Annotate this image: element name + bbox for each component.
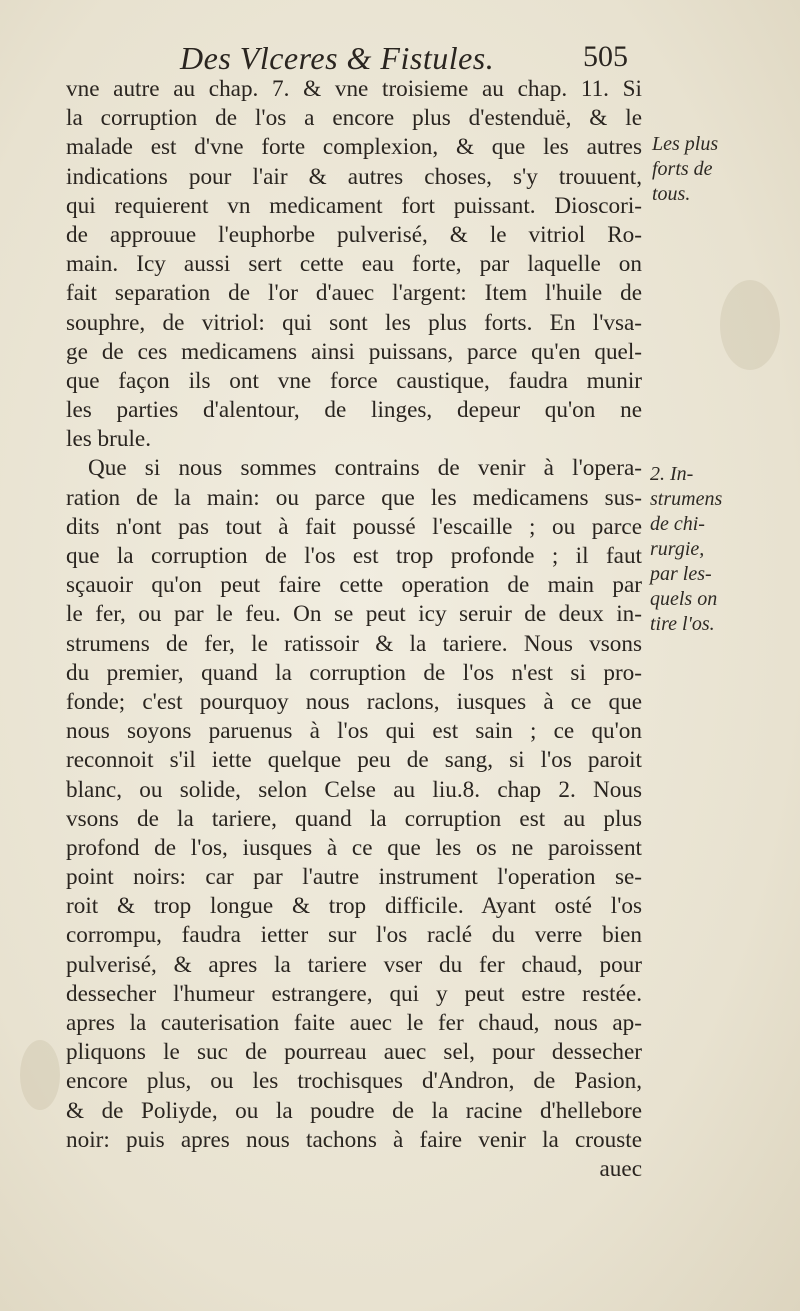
text-line: noir: puis apres nous tachons à faire venir la crouste [66, 1126, 642, 1153]
text-line: du premier, quand la corruption de l'os n'est si pro- [66, 659, 642, 686]
text-line: apres la cauterisation faite auec le fer chaud, nous ap- [66, 1010, 642, 1036]
running-head: Des Vlceres & Fistules. [180, 40, 495, 76]
text-line: main. Icy aussi sert cette eau forte, par laquelle on [66, 251, 642, 278]
text-line: blanc, ou solide, selon Celse au liu.8. chap 2. Nous [66, 776, 642, 803]
text-line: ge de ces medicamens ainsi puissans, parce qu'en quel- [66, 338, 642, 365]
body-text [66, 75, 642, 1184]
text-line: que la corruption de l'os est trop profonde ; il faut [66, 543, 642, 569]
text-line: profond de l'os, iusques à ce que les os ne paroissent [66, 834, 642, 861]
text-line: pliquons le suc de pourreau auec sel, pour dessecher [66, 1039, 642, 1066]
text-line: reconnoit s'il iette quelque peu de sang, si l'os paroit [66, 747, 642, 774]
text-line: la corruption de l'os a encore plus d'estenduë, & le [66, 105, 642, 132]
margin-note-line: quels on [650, 588, 718, 610]
page-number: 505 [583, 40, 628, 73]
text-line: roit & trop longue & trop difficile. Ayant osté l'os [66, 893, 642, 920]
text-line: vsons de la tariere, quand la corruption est au plus [66, 805, 642, 832]
text-line: & de Poliyde, ou la poudre de la racine d'hellebore [66, 1097, 642, 1124]
margin-note [652, 132, 718, 207]
text-line: les brule. [66, 426, 151, 453]
text-line: fait separation de l'or d'auec l'argent: Item l'huile de [66, 280, 642, 307]
text-line: Que si nous sommes contrains de venir à l'opera- [88, 455, 642, 482]
margin-note-line: rurgie, [650, 538, 705, 560]
paper-stain [720, 280, 780, 370]
margin-note-line: de chi- [650, 513, 705, 535]
text-line: de approuue l'euphorbe pulverisé, & le vitriol Ro- [66, 221, 642, 248]
paper-stain [20, 1040, 60, 1110]
text-line: le fer, ou par le feu. On se peut icy seruir de deux in- [66, 601, 642, 628]
margin-note-line: 2. In- [650, 463, 694, 485]
text-line: encore plus, ou les trochisques d'Andron, de Pasion, [66, 1068, 642, 1095]
margin-note-line: tous. [652, 183, 691, 205]
text-line: dessecher l'humeur estrangere, qui y peut estre restée. [66, 980, 642, 1007]
text-line: corrompu, faudra ietter sur l'os raclé du verre bien [66, 922, 642, 949]
text-line: que façon ils ont vne force caustique, faudra munir [66, 367, 642, 394]
margin-note [650, 462, 722, 637]
margin-note-line: Les plus [652, 133, 719, 155]
text-line: malade est d'vne forte complexion, & que les autres [66, 134, 642, 161]
text-line: les parties d'alentour, de linges, depeur qu'on ne [66, 397, 642, 424]
catchword: auec [599, 1155, 642, 1182]
margin-note-line: strumens [650, 488, 723, 510]
margin-note-line: forts de [652, 158, 713, 180]
text-line: pulverisé, & apres la tariere vser du fer chaud, pour [66, 951, 642, 978]
text-line: point noirs: car par l'autre instrument l'operation se- [66, 864, 642, 891]
page-header [68, 40, 628, 76]
text-line: qui requierent vn medicament fort puissant. Dioscori- [66, 192, 642, 219]
text-line: nous soyons paruenus à l'os qui est sain ; ce qu'on [66, 718, 642, 745]
text-line: souphre, de vitriol: qui sont les plus forts. En l'vsa- [66, 309, 642, 336]
text-line: sçauoir qu'on peut faire cette operation de main par [66, 572, 642, 599]
text-line: strumens de fer, le ratissoir & la tariere. Nous vsons [66, 630, 642, 657]
text-line: ration de la main: ou parce que les medicamens sus- [66, 484, 642, 511]
text-line: fonde; c'est pourquoy nous raclons, iusques à ce que [66, 688, 642, 715]
margin-note-line: tire l'os. [650, 613, 715, 635]
text-line: indications pour l'air & autres choses, s'y trouuent, [66, 163, 642, 190]
text-line: dits n'ont pas tout à fait poussé l'escaille ; ou parce [66, 513, 642, 540]
text-line: vne autre au chap. 7. & vne troisieme au chap. 11. Si [66, 76, 642, 102]
margin-note-line: par les- [650, 563, 712, 585]
